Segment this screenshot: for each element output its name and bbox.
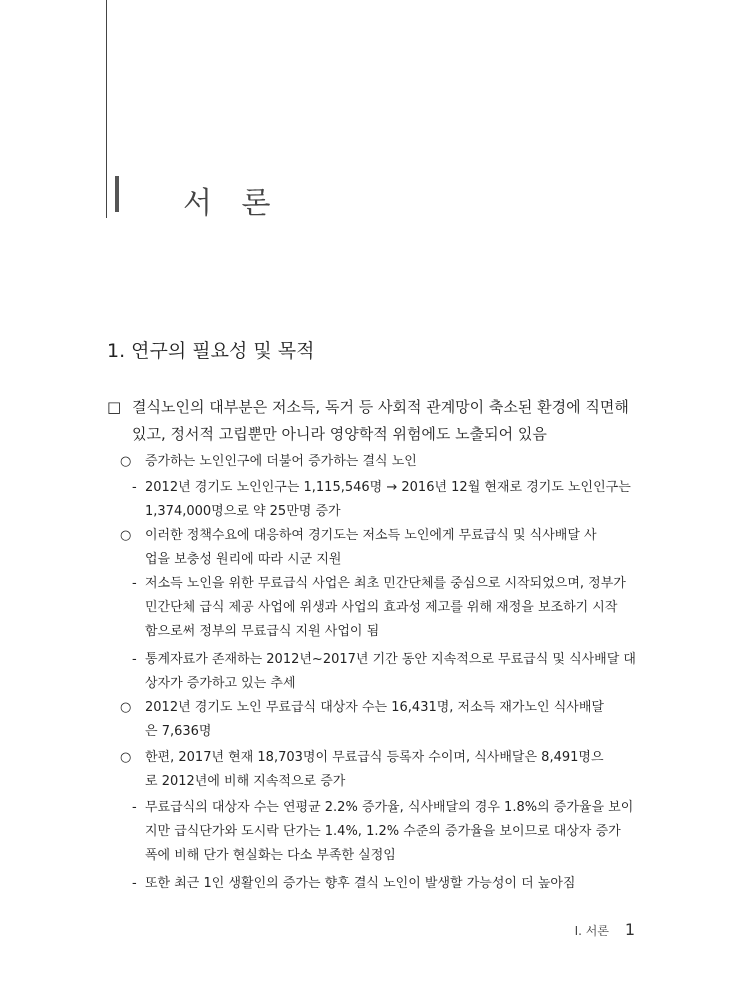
- page-number: 1: [624, 920, 635, 939]
- footer-section-label: Ⅰ. 서론: [574, 924, 609, 938]
- item-line: 지만 급식단가와 도시락 단가는 1.4%, 1.2% 수준의 증가율을 보이므로 대상자 증가: [145, 824, 621, 839]
- item-line: 이러한 정책수요에 대응하여 경기도는 저소득 노인에게 무료급식 및 식사배달 사: [145, 528, 597, 543]
- item-line: 은 7,636명: [145, 724, 212, 739]
- item-line: 통계자료가 존재하는 2012년~2017년 기간 동안 지속적으로 무료급식 및 식사배달 대: [145, 652, 636, 667]
- dash-bullet-icon: -: [132, 876, 137, 891]
- page-footer: [575, 920, 635, 939]
- chapter-title: 서 론: [183, 186, 281, 221]
- circle-bullet-icon: ○: [120, 528, 132, 543]
- dash-bullet-icon: -: [132, 800, 137, 815]
- item-line: 있고, 정서적 고립뿐만 아니라 영양학적 위험에도 노출되어 있음: [132, 425, 547, 443]
- item-line: 2012년 경기도 노인인구는 1,115,546명 → 2016년 12월 현재로 경기도 노인인구는: [145, 480, 631, 495]
- item-line: 상자가 증가하고 있는 추세: [145, 676, 296, 691]
- dash-bullet-icon: -: [132, 652, 137, 667]
- item-line: 폭에 비해 단가 현실화는 다소 부족한 실정임: [145, 848, 396, 863]
- circle-bullet-icon: ○: [120, 700, 132, 715]
- item-line: 업을 보충성 원리에 따라 시군 지원: [145, 552, 342, 567]
- circle-bullet-icon: ○: [120, 454, 132, 469]
- item-line: 함으로써 정부의 무료급식 지원 사업이 됨: [145, 624, 380, 639]
- item-line: 무료급식의 대상자 수는 연평균 2.2% 증가율, 식사배달의 경우 1.8%의 증가율을 보이: [145, 800, 634, 815]
- section-title: 1. 연구의 필요성 및 목적: [107, 340, 315, 362]
- item-line: 2012년 경기도 노인 무료급식 대상자 수는 16,431명, 저소득 재가노인 식사배달: [145, 700, 604, 715]
- margin-rule: [106, 0, 107, 218]
- chapter-numeral: [115, 176, 119, 212]
- dash-bullet-icon: -: [132, 576, 137, 591]
- item-line: 또한 최근 1인 생활인의 증가는 향후 결식 노인이 발생할 가능성이 더 높아짐: [145, 876, 576, 891]
- item-line: 로 2012년에 비해 지속적으로 증가: [145, 774, 346, 789]
- item-line: 민간단체 급식 제공 사업에 위생과 사업의 효과성 제고를 위해 재정을 보조하기 시작: [145, 600, 618, 615]
- item-line: 증가하는 노인인구에 더불어 증가하는 결식 노인: [145, 454, 417, 469]
- item-line: 한편, 2017년 현재 18,703명이 무료급식 등록자 수이며, 식사배달은 8,491명으: [145, 750, 604, 765]
- circle-bullet-icon: ○: [120, 750, 132, 765]
- dash-bullet-icon: -: [132, 480, 137, 495]
- square-bullet-icon: □: [107, 398, 122, 416]
- item-line: 1,374,000명으로 약 25만명 증가: [145, 504, 341, 519]
- item-line: 저소득 노인을 위한 무료급식 사업은 최초 민간단체를 중심으로 시작되었으며, 정부가: [145, 576, 626, 591]
- item-line: 결식노인의 대부분은 저소득, 독거 등 사회적 관계망이 축소된 환경에 직면해: [132, 398, 629, 416]
